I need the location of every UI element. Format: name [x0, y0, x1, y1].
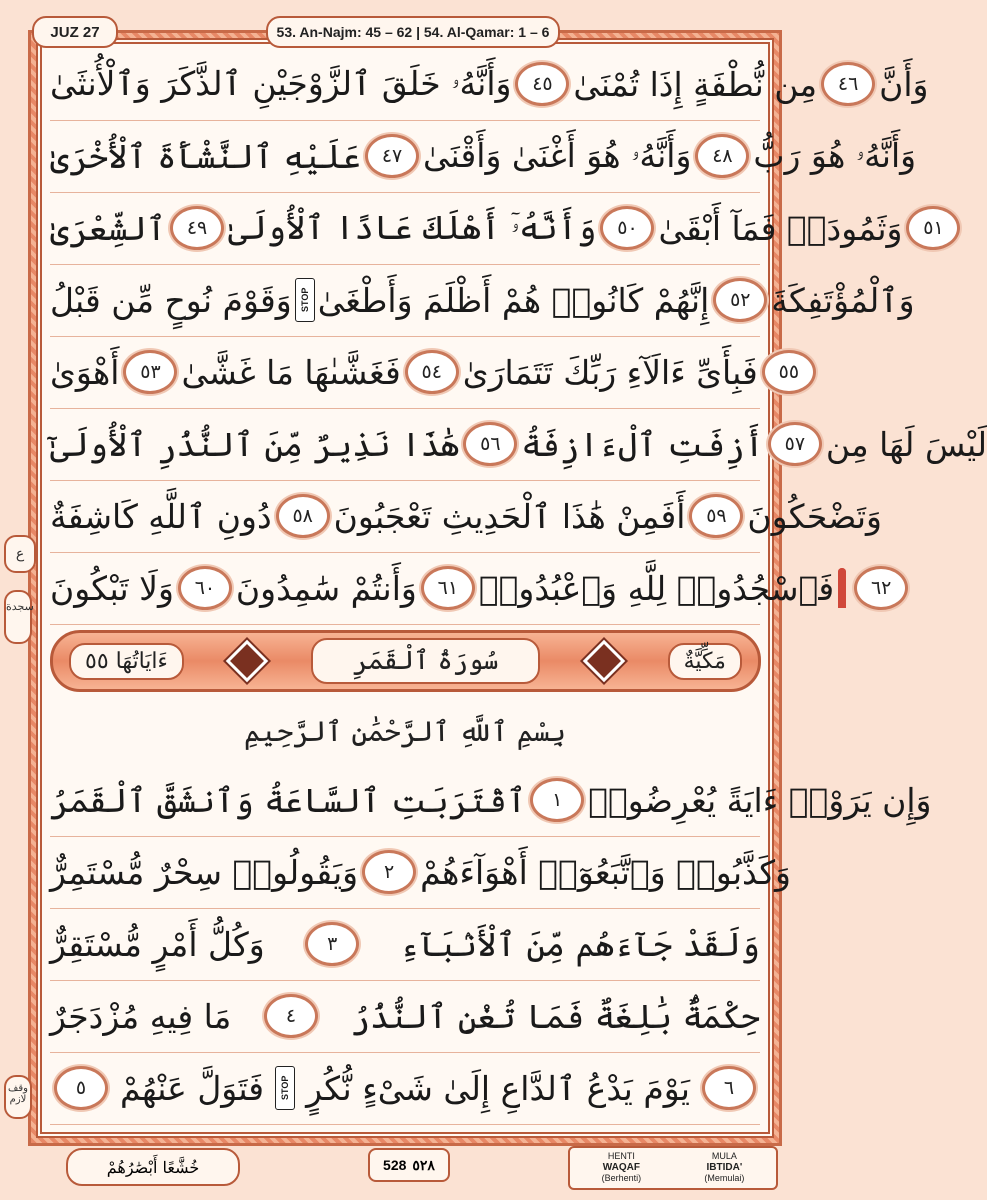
- line-divider: [50, 192, 760, 193]
- verse-text: مِن نُّطْفَةٍ إِذَا تُمْنَىٰ: [573, 64, 818, 104]
- line-divider: [50, 480, 760, 481]
- sajdah-arch-icon: [838, 568, 846, 608]
- text-line: [50, 842, 791, 902]
- ayah-number-marker: ٤٥: [515, 62, 569, 106]
- verse-text: وَأَنَّهُۥ خَلَقَ ٱلزَّوْجَيْنِ ٱلذَّكَرَ وَٱلْأُنثَىٰ: [50, 64, 512, 103]
- text-line: [50, 558, 892, 618]
- verse-text: وَيَقُولُوا۟ سِحْرٌ مُّسْتَمِرٌّ: [50, 852, 359, 892]
- catchword: خُشَّعًا أَبْصَٰرُهُمْ: [66, 1148, 240, 1186]
- verse-text: حِكْمَةٌۢ بَٰلِغَةٌ فَمَا تُغْنِ ٱلنُّذُرُ: [350, 996, 760, 1036]
- line-divider: [50, 980, 760, 981]
- text-line: [50, 986, 760, 1046]
- ayah-number-marker: ١: [530, 778, 584, 822]
- text-line: [50, 914, 760, 974]
- juz-label: JUZ 27: [32, 16, 118, 48]
- verse-text: وَتَضْحَكُونَ: [747, 496, 882, 536]
- verse-text: إِنَّهُمْ كَانُوا۟ هُمْ أَظْلَمَ وَأَطْغَىٰ: [317, 280, 710, 320]
- ruku-marker: ع: [4, 535, 36, 573]
- verse-text: وَٱلْمُؤْتَفِكَةَ: [771, 280, 915, 320]
- verse-text: مَا فِيهِ مُزْدَجَرٌ: [50, 996, 232, 1036]
- verse-text: وَإِن يَرَوْا۟ ءَايَةً يُعْرِضُوا۟: [588, 780, 932, 820]
- ayah-number-marker: ٦: [702, 1066, 756, 1110]
- ayah-number-marker: ٤٨: [695, 134, 749, 178]
- line-divider: [50, 264, 760, 265]
- text-line: [50, 486, 882, 546]
- text-line: [50, 126, 917, 186]
- verse-text: وَكُلُّ أَمْرٍ مُّسْتَقِرٌّ: [50, 924, 265, 964]
- legend-ibtida-label: IBTIDA': [706, 1162, 743, 1173]
- basmalah: بِسْمِ ٱللَّهِ ٱلرَّحْمَٰنِ ٱلرَّحِيمِ: [243, 715, 566, 748]
- ayah-number-marker: ٤٧: [365, 134, 419, 178]
- text-line: [50, 770, 932, 830]
- verse-text: فَٱسْجُدُوا۟ لِلَّهِ وَٱعْبُدُوا۟: [478, 568, 835, 608]
- verse-text: أَفَمِنْ هَٰذَا ٱلْحَدِيثِ تَعْجَبُونَ: [333, 496, 686, 536]
- verse-text: فَغَشَّىٰهَا مَا غَشَّىٰ: [181, 352, 401, 392]
- ayah-number-marker: ٤٦: [821, 62, 875, 106]
- line-divider: [50, 336, 760, 337]
- page-number-latin: 528: [383, 1157, 407, 1173]
- waqf-legend: [568, 1146, 778, 1190]
- verse-text: عَلَيْهِ ٱلنَّشْأَةَ ٱلْأُخْرَىٰ: [50, 136, 362, 176]
- ayah-number-marker: ٦١: [421, 566, 475, 610]
- line-divider: [50, 408, 760, 409]
- text-line: [50, 54, 929, 114]
- verse-text: هَٰذَا نَذِيرٌ مِّنَ ٱلنُّذُرِ ٱلْأُولَىٰٓ: [50, 424, 460, 464]
- verse-text: وَأَنَّهُۥ هُوَ رَبُّ: [753, 136, 917, 175]
- verse-count-label: ءَايَاتُهَا ٥٥: [69, 643, 184, 680]
- text-line: [50, 198, 944, 258]
- verse-text: ٱلشِّعْرَىٰ: [50, 208, 167, 248]
- verse-text: وَلَقَدْ جَآءَهُم مِّنَ ٱلْأَنۢبَآءِ: [399, 924, 760, 964]
- revelation-place-label: مَكِّيَّةٌ: [668, 643, 742, 680]
- ayah-number-marker: ٢: [362, 850, 416, 894]
- legend-henti-label: HENTI: [607, 1151, 635, 1161]
- text-line: [50, 1058, 760, 1118]
- verse-text: دُونِ ٱللَّهِ كَاشِفَةٌ: [50, 496, 272, 536]
- verse-text: أَزِفَتِ ٱلْءَازِفَةُ: [521, 424, 764, 464]
- verse-text: وَأَنتُمْ سَٰمِدُونَ: [235, 568, 417, 608]
- text-line: [50, 342, 800, 402]
- verse-text: وَأَنَّهُۥٓ أَهْلَكَ عَادًا ٱلْأُولَىٰ: [228, 208, 597, 247]
- banner-ornament-icon: [583, 640, 625, 682]
- ayah-number-marker: ٥٣: [123, 350, 177, 394]
- ayah-number-marker: ٥٩: [689, 494, 743, 538]
- ayah-number-marker: ٦٢: [854, 566, 908, 610]
- line-divider: [50, 552, 760, 553]
- line-divider: [50, 120, 760, 121]
- ayah-number-marker: ٥٦: [463, 422, 517, 466]
- surah-title: سُورَةُ ٱلْقَمَرِ: [311, 638, 540, 684]
- legend-ibtida: [704, 1151, 744, 1188]
- ayah-number-marker: ٥٤: [405, 350, 459, 394]
- verse-text: وَثَمُودَا۟ فَمَآ أَبْقَىٰ: [658, 208, 903, 248]
- verse-text: وَأَنَّ: [879, 64, 929, 104]
- line-divider: [50, 908, 760, 909]
- line-divider: [50, 624, 760, 625]
- ayah-number-marker: ٥٥: [762, 350, 816, 394]
- ayah-number-marker: ٦٠: [178, 566, 232, 610]
- ayah-number-marker: ٥٠: [600, 206, 654, 250]
- verse-text: يَوْمَ يَدْعُ ٱلدَّاعِ إِلَىٰ شَىْءٍ نُّكُرٍ: [306, 1068, 690, 1108]
- ayah-number-marker: ٥: [54, 1066, 108, 1110]
- legend-waqaf-label: WAQAF: [602, 1162, 640, 1173]
- sajdah-side-badge: سجدة: [4, 590, 32, 644]
- ayah-number-marker: ٣: [305, 922, 359, 966]
- text-line: [50, 414, 987, 474]
- verse-text: وَكَذَّبُوا۟ وَٱتَّبَعُوٓا۟ أَهْوَآءَهُمْ: [420, 852, 791, 892]
- ayah-number-marker: ٤: [264, 994, 318, 1038]
- verse-text: وَلَا تَبْكُونَ: [50, 568, 174, 608]
- ayah-number-marker: ٤٩: [170, 206, 224, 250]
- page-number: [368, 1148, 450, 1182]
- stop-sign-icon: STOP: [295, 278, 315, 322]
- verse-text: فَتَوَلَّ عَنْهُمْ: [120, 1068, 265, 1108]
- verse-text: ٱقْتَرَبَتِ ٱلسَّاعَةُ وَٱنشَقَّ ٱلْقَمَرُ: [50, 780, 527, 820]
- page-number-arabic: ٥٢٨: [412, 1156, 435, 1173]
- ayah-number-marker: ٥٨: [276, 494, 330, 538]
- stop-sign-icon: STOP: [275, 1066, 295, 1110]
- legend-memulai-label: (Memulai): [704, 1173, 745, 1183]
- surah-range-header: 53. An-Najm: 45 – 62 | 54. Al-Qamar: 1 – 6: [266, 16, 560, 48]
- legend-mula-label: MULA: [711, 1151, 737, 1161]
- waqf-lazim-badge: وقف لازم: [4, 1075, 32, 1119]
- line-divider: [50, 1124, 760, 1125]
- legend-waqaf: [602, 1151, 642, 1188]
- verse-text: أَهْوَىٰ: [50, 352, 120, 392]
- verse-text: فَبِأَىِّ ءَالَآءِ رَبِّكَ تَتَمَارَىٰ: [462, 352, 758, 392]
- verse-text: وَقَوْمَ نُوحٍ مِّن قَبْلُ: [50, 280, 292, 320]
- ayah-number-marker: ٥٢: [713, 278, 767, 322]
- banner-ornament-icon: [226, 640, 268, 682]
- verse-text: لَيْسَ لَهَا مِن: [825, 424, 987, 464]
- ayah-number-marker: ٥١: [906, 206, 960, 250]
- legend-berhenti-label: (Berhenti): [601, 1173, 642, 1183]
- line-divider: [50, 836, 760, 837]
- verse-text: وَأَنَّهُۥ هُوَ أَغْنَىٰ وَأَقْنَىٰ: [423, 136, 692, 175]
- line-divider: [50, 1052, 760, 1053]
- text-line: [50, 270, 915, 330]
- ayah-number-marker: ٥٧: [768, 422, 822, 466]
- surah-banner: [50, 630, 761, 692]
